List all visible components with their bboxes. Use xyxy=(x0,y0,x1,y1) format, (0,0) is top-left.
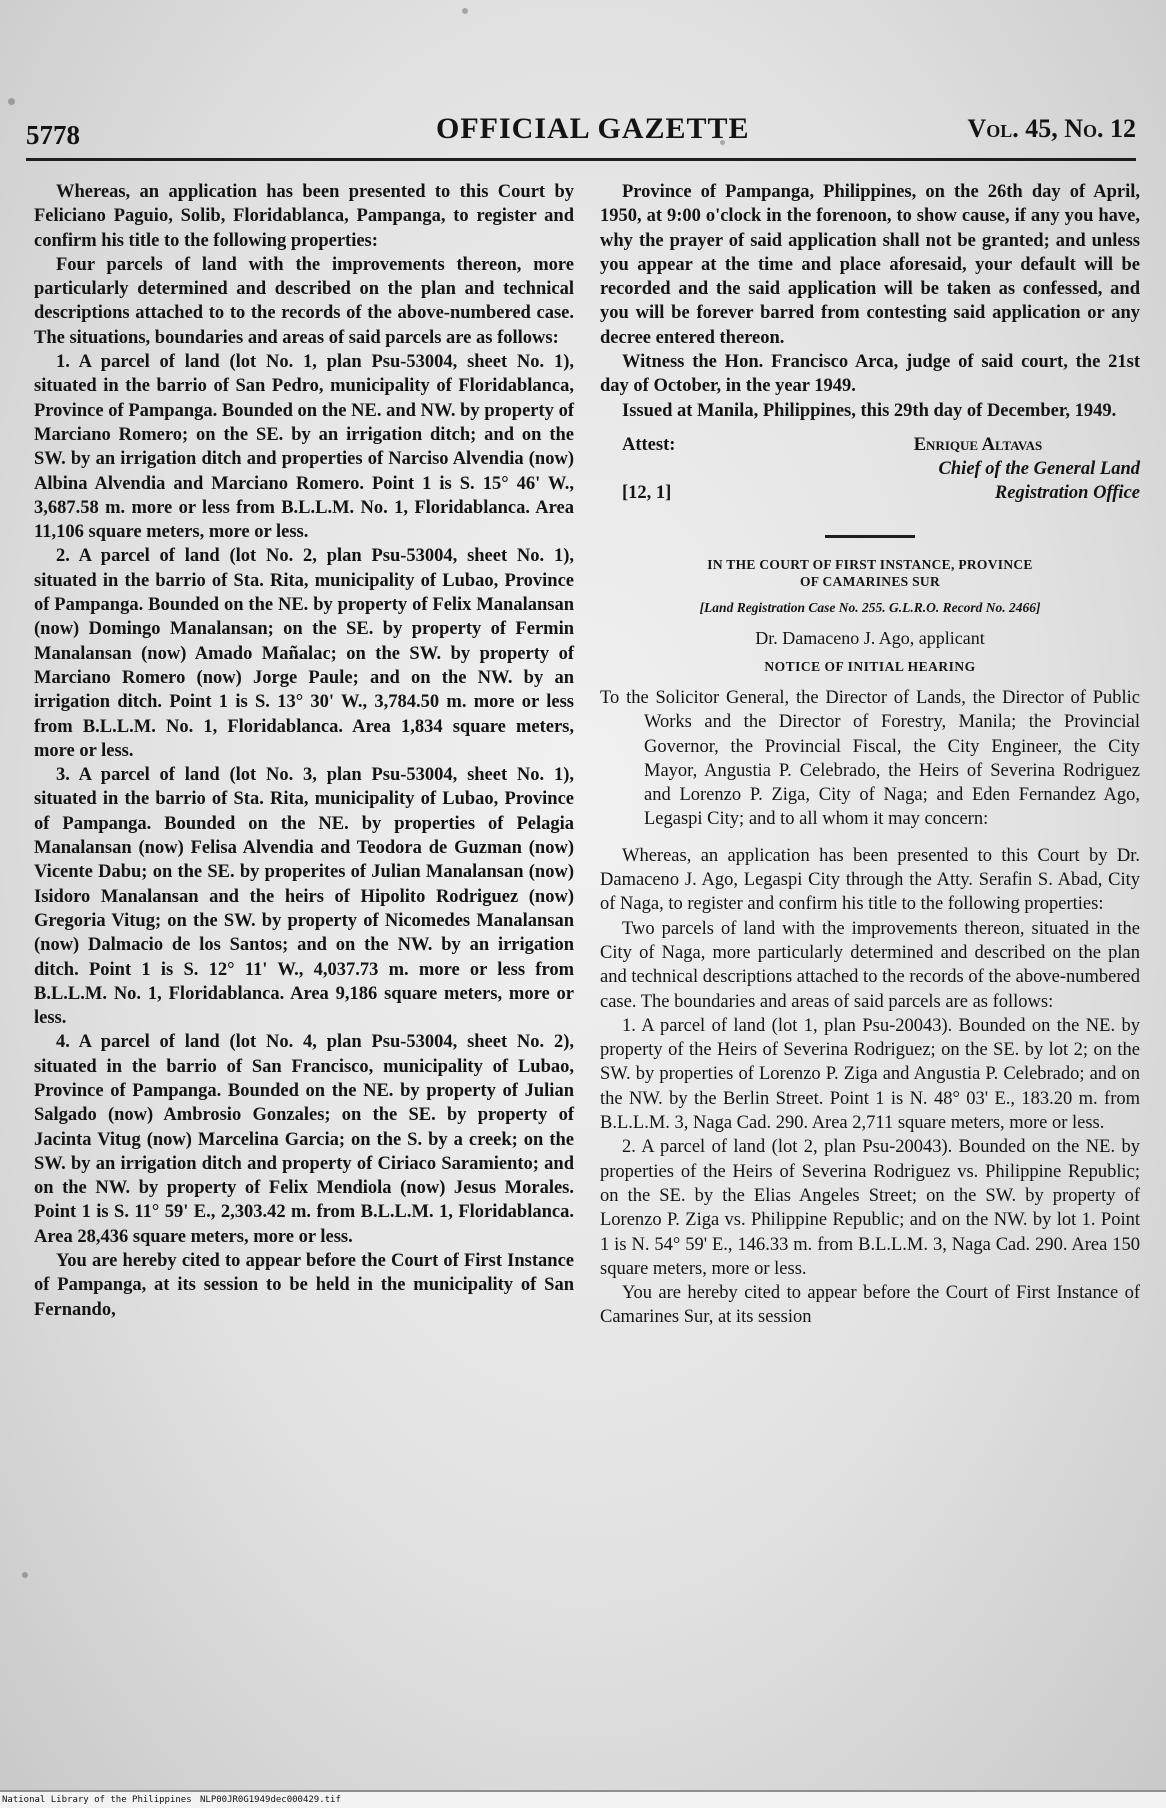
paragraph: 2. A parcel of land (lot 2, plan Psu-20043). Bounded on the NE. by properties of the Heirs of Severina Rodriguez vs. Philippine Republic; on the SE. by the Elias Angeles Street; on the SW. by property of Lorenzo P. Ziga vs. Philippine Republic; and on the NW. by lot 1. Point 1 is N. 54° 59' E., 146.33 m. from B.L.L.M. 3, Naga Cad. 290. Area 150 square meters, more or less. xyxy=(600,1137,1140,1279)
paragraph: 4. A parcel of land (lot No. 4, plan Psu-53004, sheet No. 2), situated in the barrio of San Francisco, municipality of Lubao, Province of Pampanga. Bounded on the NE. by property of Julian Salgado (now) Ambrosio Gonzales; on the SE. by property of Jacinta Vitug (now) Marcelina Garcia; on the S. by a creek; on the SW. by an irrigation ditch and property of Ciriaco Saramiento; and on the NW. by property of Felix Mendiola (now) Jesus Morales. Point 1 is S. 11° 59' E., 2,303.42 m. from B.L.L.M. 1, Floridablanca. Area 28,436 square meters, more or less. xyxy=(34,1032,574,1247)
paragraph: Two parcels of land with the improvements thereon, situated in the City of Naga, more particularly determined and described on the plan and technical descriptions attached to the records of the above-numbered case. The boundaries and areas of said parcels are as follows: xyxy=(600,918,1140,1012)
signatory-title-line: Registration Office xyxy=(994,483,1140,504)
paragraph: 3. A parcel of land (lot No. 3, plan Psu-53004, sheet No. 1), situated in the barrio of Sta. Rita, municipality of Lubao, Province of Pampanga. Bounded on the NE. by properties of Pelagia Manalansan (now) Felisa Alvendia and Teodora de Guzman (now) Vicente Dabu; on the SE. by properites of Julian Manalansan (now) Isidoro Manalansan and the heirs of Hipolito Rodriguez (now) Gregoria Vitug; on the SW. by property of Nicomedes Manalansan (now) Dalmacio de los Santos; and on the NW. by an irrigation ditch. Point 1 is S. 12° 11' W., 4,037.73 m. more or less from B.L.L.M. No. 1, Floridablanca. Area 9,186 square meters, more or less. xyxy=(34,765,574,1029)
paragraph: Four parcels of land with the improvements thereon, more particularly determined and described on the plan and technical descriptions attached to to the records of the above-numbered case. The situations, boundaries and areas of said parcels are as follows: xyxy=(34,254,574,348)
page-header xyxy=(26,112,1136,152)
applicant-line: Dr. Damaceno J. Ago, applicant xyxy=(755,627,985,648)
addressee-list: To the Solicitor General, the Director of Lands, the Director of Public Works and the Director of Forestry, Manila; the Provincial Governor, the Provincial Fiscal, the City Engineer, the City Mayor, Angustia P. Celebrado, the Heirs of Severina Rodriguez and Lorenzo P. Ziga, City of Naga; and Eden Fernandez Ago, Legaspi City; and to all whom it may concern: xyxy=(600,687,1140,830)
signatory-name: Enrique Altavas xyxy=(913,434,1043,455)
attest-label: Attest: xyxy=(622,434,676,455)
signatory-title-line: Chief of the General Land xyxy=(938,458,1140,479)
scan-speck xyxy=(8,98,15,105)
signatory-title xyxy=(760,457,1140,506)
section-divider xyxy=(825,535,915,538)
right-column xyxy=(600,180,1140,1330)
volume-number: Vol. 45, No. 12 xyxy=(967,114,1136,143)
paragraph: Whereas, an application has been presented to this Court by Feliciano Paguio, Solib, Floridablanca, Pampanga, to register and confirm his title to the following properties: xyxy=(34,182,574,251)
scan-footer xyxy=(0,1792,1166,1808)
file-name: NLP00JR0G1949dec000429.tif xyxy=(200,1795,341,1805)
attestation xyxy=(600,433,1140,507)
scan-speck xyxy=(22,1572,28,1578)
notice-title: NOTICE OF INITIAL HEARING xyxy=(764,658,976,674)
court-heading xyxy=(600,556,1140,590)
paragraph: 2. A parcel of land (lot No. 2, plan Psu-53004, sheet No. 1), situated in the barrio of Sta. Rita, municipality of Lubao, Province of Pampanga. Bounded on the NE. by property of Felix Manalansan (now) Domingo Manalansan; on the SE. by property of Fermin Manalansan (now) Amado Mañalac; on the SW. by property of Marciano Romero (now) Jorge Paule; and on the NW. by an irrigation ditch. Point 1 is S. 13° 30' W., 3,784.50 m. more or less from B.L.L.M. No. 1, Floridablanca. Area 1,834 square meters, more or less. xyxy=(34,546,574,761)
court-heading-line: OF CAMARINES SUR xyxy=(799,573,941,589)
case-reference: [Land Registration Case No. 255. G.L.R.O. Record No. 2466] xyxy=(699,599,1041,615)
left-column xyxy=(34,180,574,1322)
page-number: 5778 xyxy=(26,120,80,150)
witness-line: Witness the Hon. Francisco Arca, judge of said court, the 21st day of October, in the year 1949. xyxy=(600,352,1140,397)
paragraph: Whereas, an application has been presented to this Court by Dr. Damaceno J. Ago, Legaspi City through the Atty. Serafin S. Abad, City of Naga, to register and confirm his title to the following properties: xyxy=(600,845,1140,915)
scan-speck xyxy=(462,8,468,14)
paragraph: Province of Pampanga, Philippines, on the 26th day of April, 1950, at 9:00 o'clock in the forenoon, to show cause, if any you have, why the prayer of said application shall not be granted; and unless you appear at the time and place aforesaid, your default will be recorded and the said application will be taken as confessed, and you will be forever barred from contesting said application or any decree entered thereon. xyxy=(600,182,1140,348)
publication-title: OFFICIAL GAZETTE xyxy=(436,112,750,145)
paragraph: 1. A parcel of land (lot 1, plan Psu-20043). Bounded on the NE. by property of the Heirs of Severina Rodriguez; on the SE. by lot 2; on the SW. by properties of Lorenzo P. Ziga and Angustia P. Celebrado; and on the NW. by the Berlin Street. Point 1 is N. 48° 03' E., 183.20 m. from B.L.L.M. 3, Naga Cad. 290. Area 2,711 square meters, more or less. xyxy=(600,1015,1140,1134)
library-credit: National Library of the Philippines xyxy=(2,1795,192,1805)
issue-reference: [12, 1] xyxy=(622,482,672,503)
paragraph: You are hereby cited to appear before the Court of First Instance of Camarines Sur, at its session xyxy=(600,1283,1140,1328)
paragraph: You are hereby cited to appear before the Court of First Instance of Pampanga, at its session to be held in the municipality of San Fernando, xyxy=(34,1251,574,1320)
issued-line: Issued at Manila, Philippines, this 29th day of December, 1949. xyxy=(622,400,1117,421)
court-heading-line: IN THE COURT OF FIRST INSTANCE, PROVINCE xyxy=(707,556,1033,572)
header-rule xyxy=(26,158,1136,161)
paragraph: 1. A parcel of land (lot No. 1, plan Psu-53004, sheet No. 1), situated in the barrio of San Pedro, municipality of Floridablanca, Province of Pampanga. Bounded on the NE. and NW. by property of Marciano Romero; on the SE. by an irrigation ditch; and on the SW. by an irrigation ditch and properties of Narciso Alvendia (now) Albina Alvendia and Marciano Romero. Point 1 is S. 15° 46' W., 3,687.58 m. more or less from B.L.L.M. No. 1, Floridablanca. Area 11,106 square meters, more or less. xyxy=(34,352,574,543)
